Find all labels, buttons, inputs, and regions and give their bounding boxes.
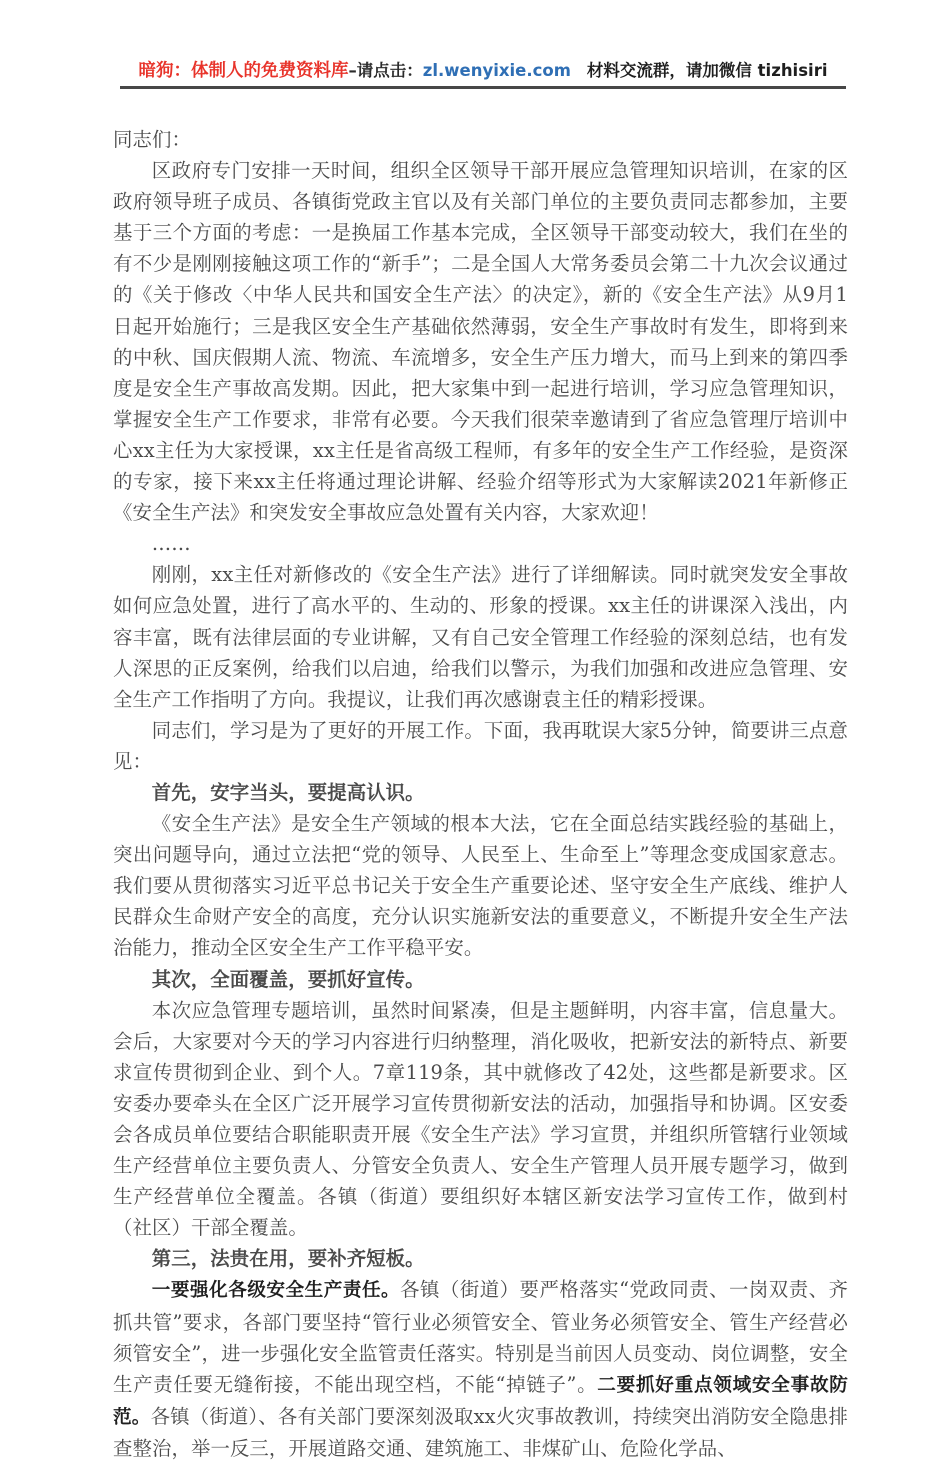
promo-click-label: –请点击： (348, 61, 423, 80)
paragraph-6-bold-run-1: 一要强化各级安全生产责任。 (151, 1280, 401, 1302)
promo-header-content (138, 62, 827, 81)
paragraph-1: 区政府专门安排一天时间，组织全区领导干部开展应急管理知识培训，在家的区政府领导班子成员、各镇街党政主官以及有关部门单位的主要负责同志都参加，主要基于三个方面的考虑：一是换届工作基本完成，全区领导干部变动较大，我们在坐的有不少是刚刚接触这项工作的“新手”；二是全国人大常务委员会第二十九次会议通过的《关于修改〈中华人民共和国安全生产法〉的决定》，新的《安全生产法》从9月1日起开始施行；三是我区安全生产基础依然薄弱，安全生产事故时有发生，即将到来的中秋、国庆假期人流、物流、车流增多，安全生产压力增大，而马上到来的第四季度是安全生产事故高发期。因此，把大家集中到一起进行培训，学习应急管理知识，掌握安全生产工作要求，非常有必要。今天我们很荣幸邀请到了省应急管理厅培训中心xx主任为大家授课，xx主任是省高级工程师，有多年的安全生产工作经验，是资深的专家，接下来xx主任将通过理论讲解、经验介绍等形式为大家解读2021年新修正《安全生产法》和突发安全事故应急处置有关内容，大家欢迎！ (113, 159, 848, 525)
salutation-line: 同志们： (113, 128, 191, 151)
paragraph-5: 本次应急管理专题培训，虽然时间紧凑，但是主题鲜明，内容丰富，信息量大。会后，大家要对今天的学习内容进行归纳整理，消化吸收，把新安法的新特点、新要求宣传贯彻到企业、到个人。7章119条，其中就修改了42处，这些都是新要求。区安委办要牵头在全区广泛开展学习宣传贯彻新安法的活动，加强指导和协调。区安委会各成员单位要结合职能职责开展《安全生产法》学习宣贯，并组织所管辖行业领域生产经营单位主要负责人、分管安全负责人、安全生产管理人员开展专题学习，做到生产经营单位全覆盖。各镇（街道）要组织好本辖区新安法学习宣传工作，做到村（社区）干部全覆盖。 (113, 998, 848, 1240)
promo-wechat-label: 材料交流群，请加微信 tizhisiri (586, 61, 828, 80)
paragraph-6 (113, 1274, 848, 1464)
ellipsis-paragraph: …… (151, 532, 191, 556)
paragraph-6-bold-run-2: 二要抓好重点领域安全事故防范。 (113, 1374, 848, 1428)
paragraph-4: 《安全生产法》是安全生产领域的根本大法，它在全面总结实践经验的基础上，突出问题导向，通过立法把“党的领导、人民至上、生命至上”等理念变成国家意志。我们要从贯彻落实习近平总书记关于安全生产重要论述、坚守安全生产底线、维护人民群众生命财产安全的高度，充分认识实施新安法的重要意义，不断提升安全生产法治能力，推动全区安全生产工作平稳平安。 (113, 812, 848, 960)
promo-header-banner (120, 62, 846, 89)
promo-brand-label: 暗狗：体制人的免费资料库 (138, 61, 349, 81)
paragraph-6-text-run-2: 各镇（街道）、各有关部门要深刻汲取xx火灾事故教训，持续突出消防安全隐患排查整治，举一反三，开展道路交通、建筑施工、非煤矿山、危险化学品、 (113, 1404, 849, 1460)
section-heading-2: 其次，全面覆盖，要抓好宣传。 (151, 967, 425, 991)
section-heading-1: 首先，安字当头，要提高认识。 (151, 780, 425, 804)
paragraph-6-text-run-1: 各镇（街道）要严格落实“党政同责、一岗双责、齐抓共管”要求，各部门要坚持“管行业必须管安全、管业务必须管安全、管生产经营必须管安全”，进一步强化安全监管责任落实。特别是当前因人员变动、岗位调整，安全生产责任要无缝衔接，不能出现空档，不能“掉链子”。 (113, 1278, 848, 1396)
document-body (113, 124, 848, 1464)
section-heading-3: 第三，法贵在用，要补齐短板。 (151, 1247, 425, 1271)
paragraph-3: 同志们，学习是为了更好的开展工作。下面，我再耽误大家5分钟，简要讲三点意见： (113, 718, 848, 773)
paragraph-2: 刚刚，xx主任对新修改的《安全生产法》进行了详细解读。同时就突发安全事故如何应急处置，进行了高水平的、生动的、形象的授课。xx主任的讲课深入浅出，内容丰富，既有法律层面的专业讲解，又有自己安全管理工作经验的深刻总结，也有发人深思的正反案例，给我们以启迪，给我们以警示，为我们加强和改进应急管理、安全生产工作指明了方向。我提议，让我们再次感谢袁主任的精彩授课。 (113, 563, 848, 711)
promo-url-link[interactable]: zl.wenyixie.com (422, 61, 571, 80)
